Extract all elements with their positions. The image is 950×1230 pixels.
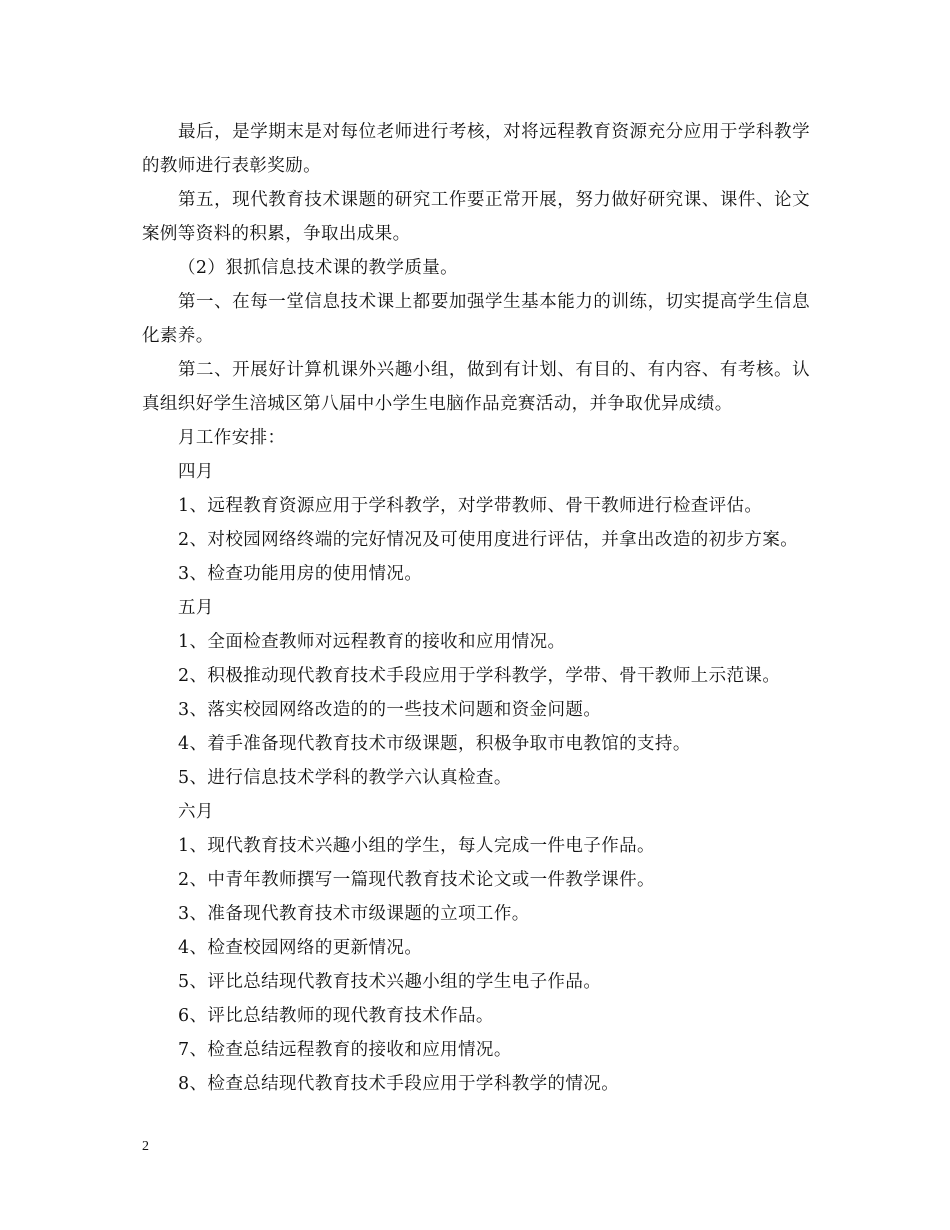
list-item: 3、落实校园网络改造的的一些技术问题和资金问题。	[178, 700, 602, 720]
list-item: 1、现代教育技术兴趣小组的学生，每人完成一件电子作品。	[178, 836, 655, 856]
page-number: 2	[142, 1139, 149, 1154]
month-heading: 四月	[178, 462, 214, 482]
list-item: 2、中青年教师撰写一篇现代教育技术论文或一件教学课件。	[178, 870, 655, 890]
month-heading: 五月	[178, 598, 214, 618]
list-item: 7、检查总结远程教育的接收和应用情况。	[178, 1040, 512, 1060]
list-item: 4、检查校园网络的更新情况。	[178, 938, 423, 958]
section-heading: 月工作安排：	[178, 428, 286, 448]
paragraph: 第五，现代教育技术课题的研究工作要正常开展，努力做好研究课、课件、论文案例等资料的积累，争取出成果。	[142, 190, 810, 244]
list-item: 3、准备现代教育技术市级课题的立项工作。	[178, 904, 530, 924]
list-item: 4、着手准备现代教育技术市级课题，积极争取市电教馆的支持。	[178, 734, 691, 754]
list-item: 1、全面检查教师对远程教育的接收和应用情况。	[178, 632, 566, 652]
list-item: 8、检查总结现代教育技术手段应用于学科教学的情况。	[178, 1074, 620, 1094]
list-item: 6、评比总结教师的现代教育技术作品。	[178, 1006, 494, 1026]
paragraph: 第一、在每一堂信息技术课上都要加强学生基本能力的训练，切实提高学生信息化素养。	[142, 292, 810, 346]
list-item: 5、评比总结现代教育技术兴趣小组的学生电子作品。	[178, 972, 602, 992]
list-item: 1、远程教育资源应用于学科教学，对学带教师、骨干教师进行检查评估。	[178, 496, 763, 516]
list-item: 2、对校园网络终端的完好情况及可使用度进行评估，并拿出改造的初步方案。	[178, 530, 799, 550]
paragraph: （2）狠抓信息技术课的教学质量。	[178, 258, 459, 278]
list-item: 5、进行信息技术学科的教学六认真检查。	[178, 768, 512, 788]
paragraph: 第二、开展好计算机课外兴趣小组，做到有计划、有目的、有内容、有考核。认真组织好学生涪城区第八届中小学生电脑作品竞赛活动，并争取优异成绩。	[142, 360, 810, 414]
month-heading: 六月	[178, 802, 214, 822]
document-body	[142, 115, 810, 1101]
list-item: 3、检查功能用房的使用情况。	[178, 564, 423, 584]
list-item: 2、积极推动现代教育技术手段应用于学科教学，学带、骨干教师上示范课。	[178, 666, 781, 686]
paragraph: 最后，是学期末是对每位老师进行考核，对将远程教育资源充分应用于学科教学的教师进行表彰奖励。	[142, 122, 810, 176]
